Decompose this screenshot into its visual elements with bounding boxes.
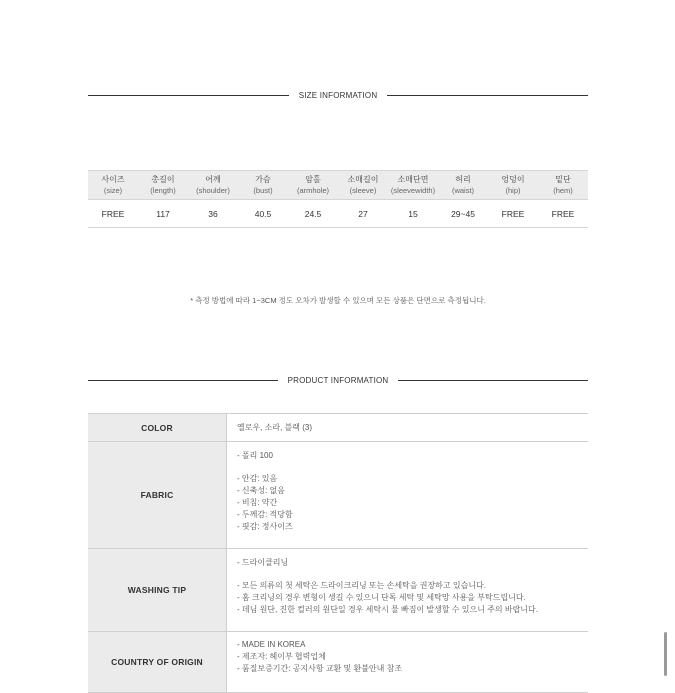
header-cell-bust: 가슴 (bust): [238, 171, 288, 200]
header-cell-shoulder: 어깨 (shoulder): [188, 171, 238, 200]
product-info-table: [88, 413, 588, 693]
divider: [398, 380, 588, 381]
divider: [387, 95, 588, 96]
content-line: - 핏감: 정사이즈: [237, 522, 293, 531]
section-title: PRODUCT INFORMATION: [287, 375, 389, 385]
content-line: - 데님 원단, 진한 컬러의 원단일 경우 세탁시 물 빠짐이 발생할 수 있으니 주의 바랍니다.: [237, 605, 538, 614]
content-line: - 안감: 있음: [237, 474, 278, 483]
size-table: [88, 170, 588, 228]
row-label: COUNTRY OF ORIGIN: [88, 632, 227, 692]
product-row-washing-tip: [88, 549, 588, 632]
content-line: - 품질보증기간: 공지사항 교환 및 환불안내 참조: [237, 664, 403, 673]
product-row-color: [88, 414, 588, 442]
content-line: - 제조자: 헤이부 협력업체: [237, 652, 326, 661]
row-label: WASHING TIP: [88, 549, 227, 631]
value-cell-bust: 40.5: [238, 200, 288, 228]
value-cell-size: FREE: [88, 200, 138, 228]
measurement-note: * 측정 방법에 따라 1~3CM 정도 오차가 발생할 수 있으며 모든 상품은 단면으로 측정됩니다.: [190, 296, 486, 305]
section-title: SIZE INFORMATION: [298, 90, 378, 100]
content-line: - 드라이클리닝: [237, 558, 289, 567]
header-cell-waist: 허리 (waist): [438, 171, 488, 200]
scrollbar-thumb[interactable]: [664, 632, 667, 676]
value-cell-waist: 29~45: [438, 200, 488, 228]
content-line: - 신축성: 없음: [237, 486, 285, 495]
product-row-country-of-origin: [88, 632, 588, 693]
row-content: [227, 549, 588, 631]
value-cell-hip: FREE: [488, 200, 538, 228]
row-label: COLOR: [88, 414, 227, 441]
size-table-header-row: [88, 171, 588, 200]
header-cell-length: 총길이 (length): [138, 171, 188, 200]
product-row-fabric: [88, 442, 588, 549]
row-content: [227, 442, 588, 548]
value-cell-shoulder: 36: [188, 200, 238, 228]
header-cell-sleeve: 소매길이 (sleeve): [338, 171, 388, 200]
header-cell-sleevewidth: 소매단면 (sleevewidth): [388, 171, 438, 200]
header-cell-hem: 밑단 (hem): [538, 171, 588, 200]
row-content: [227, 414, 588, 441]
value-cell-armhole: 24.5: [288, 200, 338, 228]
header-cell-size: 사이즈 (size): [88, 171, 138, 200]
row-content: [227, 632, 588, 692]
size-table-row: [88, 200, 588, 228]
content-line: - 폴리 100: [237, 451, 273, 460]
header-cell-armhole: 암홀 (armhole): [288, 171, 338, 200]
size-information-heading: [88, 88, 588, 102]
content-line: 옐로우, 소라, 블랙 (3): [237, 423, 312, 432]
row-label: FABRIC: [88, 442, 227, 548]
content-line: - 모든 의류의 첫 세탁은 드라이크리닝 또는 손세탁을 권장하고 있습니다.: [237, 581, 486, 590]
value-cell-sleevewidth: 15: [388, 200, 438, 228]
divider: [88, 380, 278, 381]
content-line: - 두께감: 적당함: [237, 510, 293, 519]
header-cell-hip: 엉덩이 (hip): [488, 171, 538, 200]
divider: [88, 95, 289, 96]
product-information-heading: [88, 373, 588, 387]
content-line: - MADE IN KOREA: [237, 640, 306, 649]
value-cell-hem: FREE: [538, 200, 588, 228]
value-cell-sleeve: 27: [338, 200, 388, 228]
content-line: - 홈 크리닝의 경우 변형이 생길 수 있으니 단독 세탁 및 세탁망 사용을 부탁드립니다.: [237, 593, 526, 602]
value-cell-length: 117: [138, 200, 188, 228]
content-line: - 비침: 약간: [237, 498, 278, 507]
